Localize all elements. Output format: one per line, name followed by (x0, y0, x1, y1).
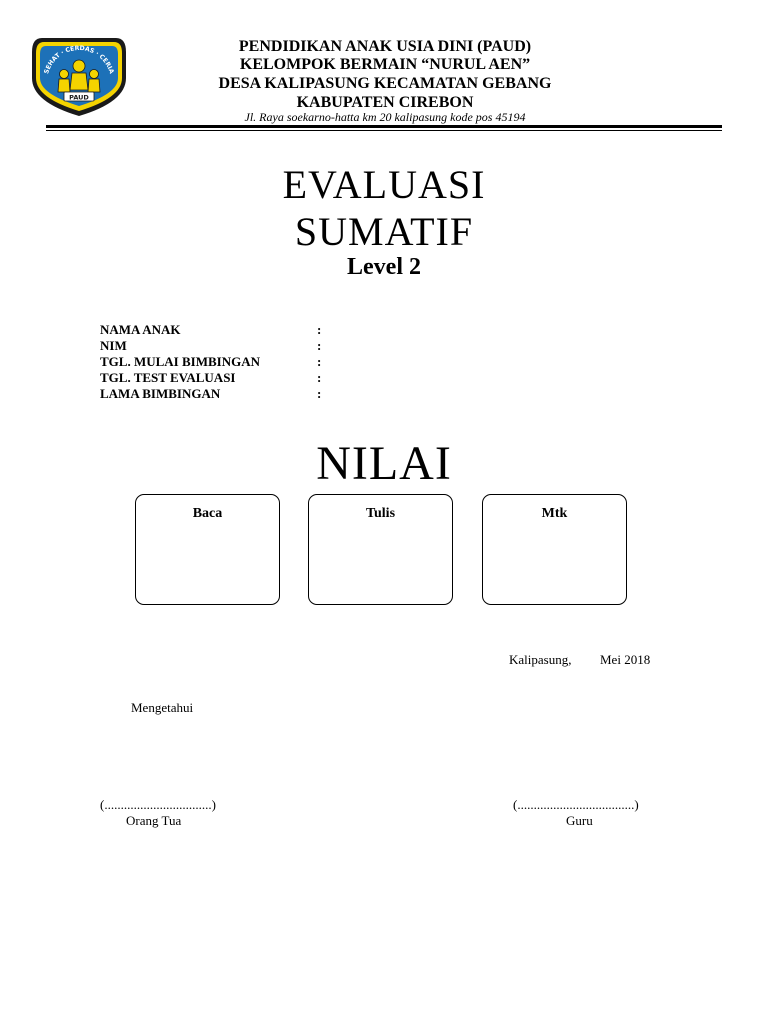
info-label-lama: LAMA BIMBINGAN (100, 386, 221, 401)
info-colon: : (317, 338, 322, 353)
score-box-mtk (482, 494, 627, 605)
header-line-school: PENDIDIKAN ANAK USIA DINI (PAUD) (238, 38, 532, 55)
signature-right-dots: (....................................) (513, 797, 639, 812)
nilai-heading: NILAI (316, 437, 452, 490)
info-colon: : (317, 354, 322, 369)
info-label-nama-anak: NAMA ANAK (100, 322, 181, 337)
header-rule-thin (46, 130, 722, 131)
header-rule-thick (46, 125, 722, 128)
info-colon: : (317, 386, 322, 401)
score-label-tulis: Tulis (365, 506, 396, 521)
info-colon: : (317, 322, 322, 337)
title-sumatif: SUMATIF (294, 209, 474, 254)
paud-logo (30, 32, 128, 118)
info-label-tgl-test: TGL. TEST EVALUASI (100, 370, 236, 385)
score-label-baca: Baca (192, 506, 223, 521)
header-line-village: DESA KALIPASUNG KECAMATAN GEBANG (218, 75, 552, 92)
signature-date: Mei 2018 (600, 652, 651, 667)
signature-acknowledge: Mengetahui (131, 700, 194, 715)
title-evaluasi: EVALUASI (282, 162, 486, 207)
score-label-mtk: Mtk (541, 506, 568, 521)
info-label-nim: NIM (100, 338, 127, 353)
signature-right-role: Guru (566, 813, 593, 828)
signature-left-dots: (.................................) (100, 797, 216, 812)
header-address: Jl. Raya soekarno-hatta km 20 kalipasung kode pos 45194 (244, 110, 526, 124)
logo-arc-text: SEHAT · CERDAS · CERIA (43, 44, 115, 75)
info-label-tgl-mulai: TGL. MULAI BIMBINGAN (100, 354, 260, 369)
score-box-baca (135, 494, 280, 605)
logo-label: PAUD (69, 93, 89, 102)
score-box-tulis (308, 494, 453, 605)
info-colon: : (317, 370, 322, 385)
signature-place: Kalipasung, (509, 652, 572, 667)
title-level: Level 2 (347, 254, 421, 280)
signature-left-role: Orang Tua (126, 813, 182, 828)
header-line-regency: KABUPATEN CIREBON (296, 94, 474, 111)
header-line-group: KELOMPOK BERMAIN “NURUL AEN” (239, 56, 531, 73)
